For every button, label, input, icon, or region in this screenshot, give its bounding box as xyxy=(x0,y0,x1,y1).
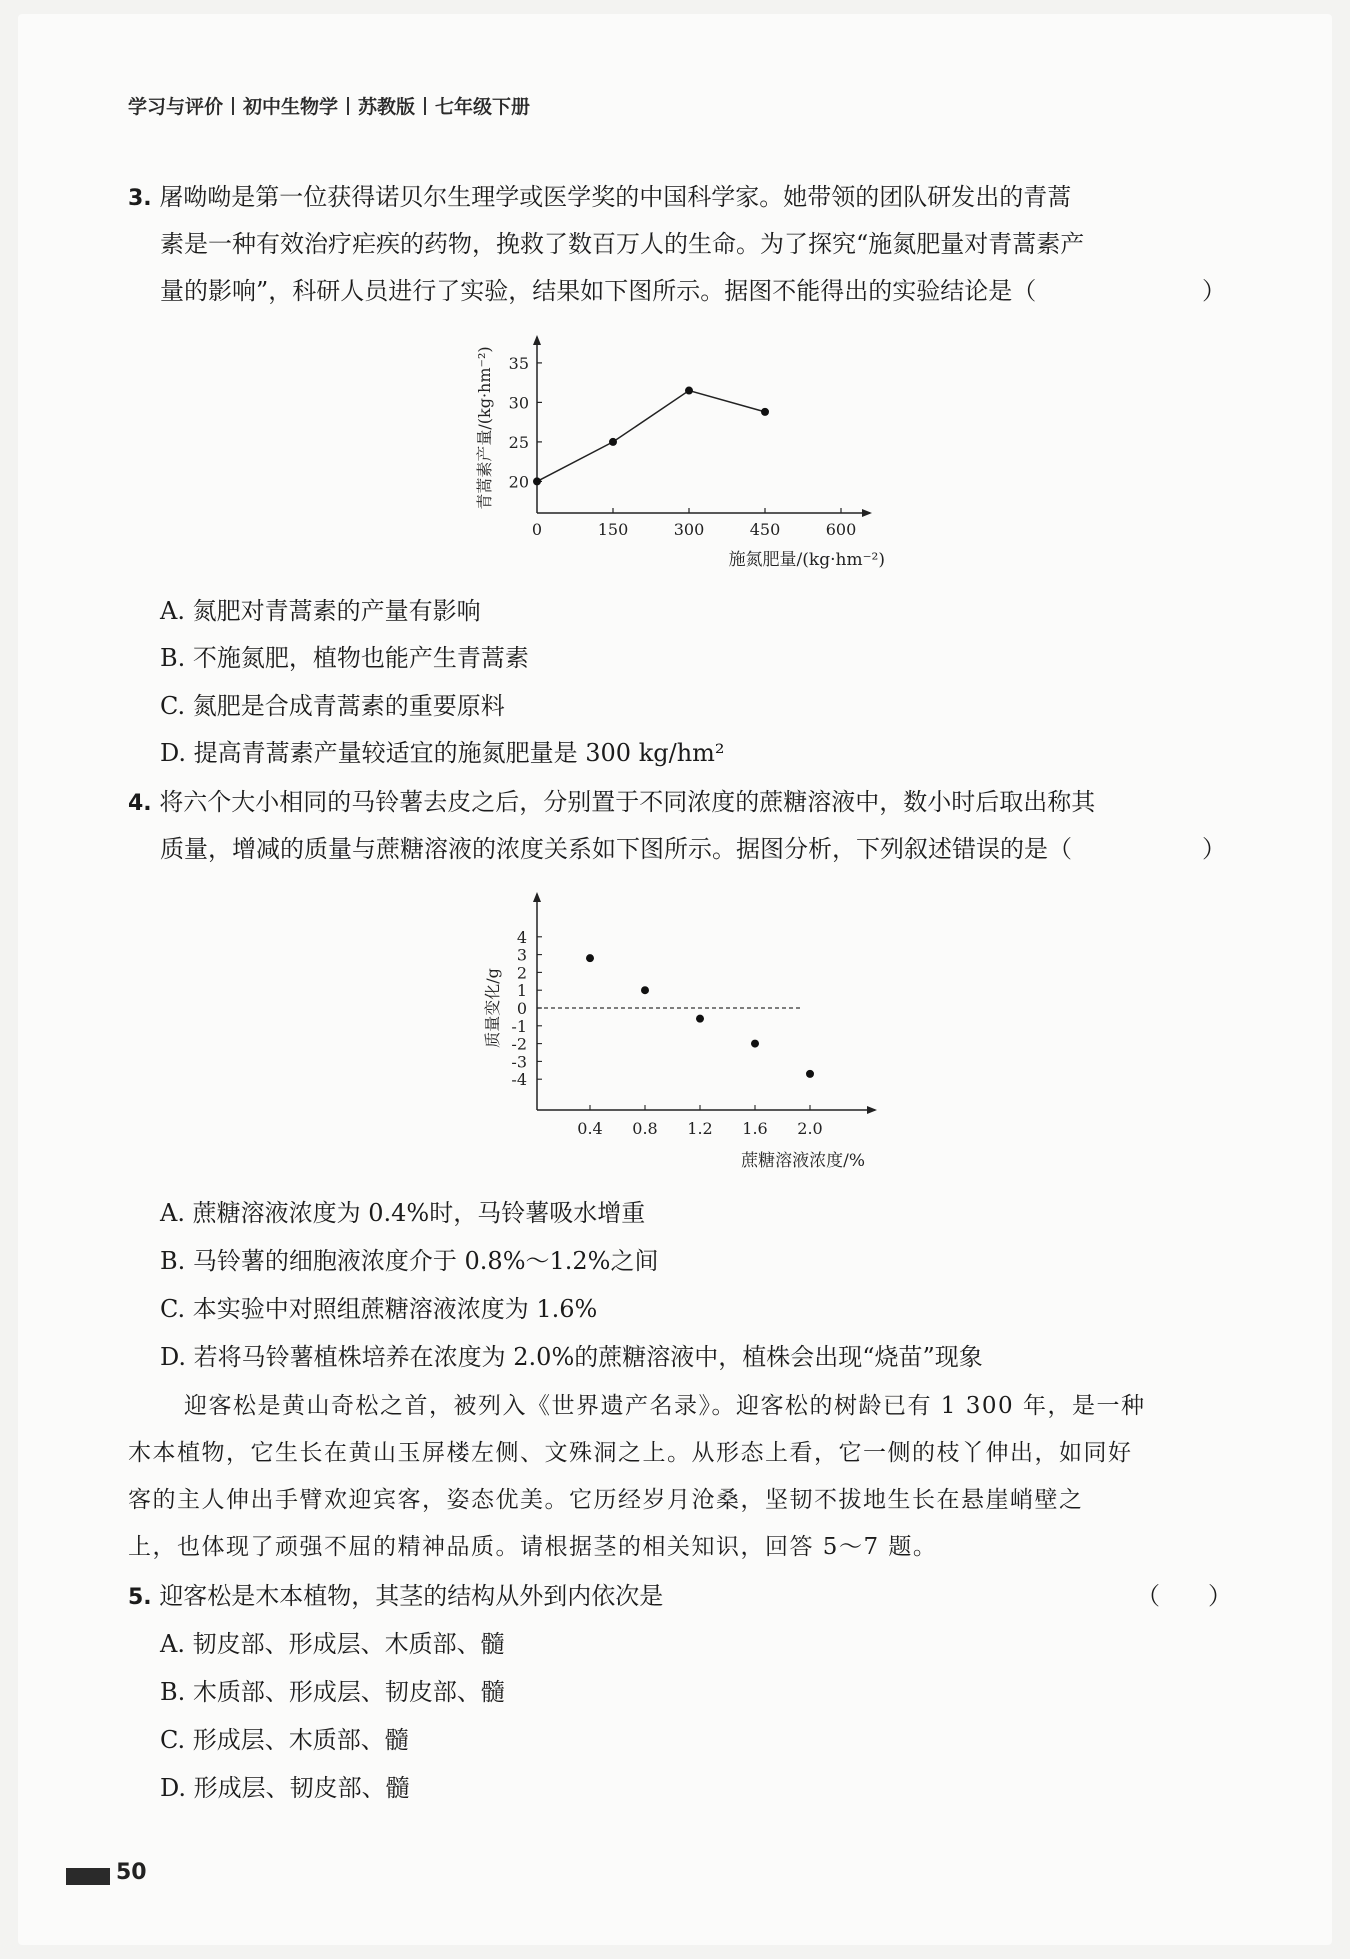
q3-option-d: D. 提高青蒿素产量较适宜的施氮肥量是 300 kg/hm² xyxy=(160,739,725,767)
q5-answer-bracket: （ ） xyxy=(1136,1582,1232,1610)
x-tick-label: 0 xyxy=(531,520,543,539)
x-tick-label: 600 xyxy=(825,520,857,539)
y-axis-arrow xyxy=(533,335,541,345)
data-point xyxy=(685,387,693,395)
q3-answer-bracket: ） xyxy=(1202,277,1226,305)
x-axis-arrow xyxy=(862,509,872,517)
x-tick-label: 300 xyxy=(673,520,705,539)
y-tick-label: 3 xyxy=(516,945,527,965)
q4-option-d: D. 若将马铃薯植株培养在浓度为 2.0%的蔗糖溶液中，植株会出现“烧苗”现象 xyxy=(160,1343,983,1371)
y-tick-label: 30 xyxy=(508,393,529,413)
y-tick-label: 0 xyxy=(516,999,527,1018)
q4-scatter-chart xyxy=(470,880,890,1180)
footer-bar xyxy=(66,1868,110,1885)
y-tick-label: 4 xyxy=(516,927,527,947)
data-point xyxy=(761,408,769,416)
passage-line1: 迎客松是黄山奇松之首，被列入《世界遗产名录》。迎客松的树龄已有 1 300 年，是一种 xyxy=(184,1393,1146,1419)
q4-stem-line2: 质量，增减的质量与蔗糖溶液的浓度关系如下图所示。据图分析，下列叙述错误的是（ xyxy=(160,835,1072,863)
q4-text: 将六个大小相同的马铃薯去皮之后，分别置于不同浓度的蔗糖溶液中，数小时后取出称其 xyxy=(159,788,1096,816)
q3-stem-line2: 素是一种有效治疗疟疾的药物，挽救了数百万人的生命。为了探究“施氮肥量对青蒿素产 xyxy=(160,230,1085,258)
data-point xyxy=(533,477,541,485)
x-tick-label: 150 xyxy=(597,520,629,539)
q5-option-c: C. 形成层、木质部、髓 xyxy=(160,1726,409,1754)
x-axis-label: 蔗糖溶液浓度/% xyxy=(741,1151,865,1171)
y-tick-label: 2 xyxy=(516,963,527,983)
q3-option-c: C. 氮肥是合成青蒿素的重要原料 xyxy=(160,692,505,720)
q4-stem-line1 xyxy=(128,779,1095,827)
y-axis-arrow xyxy=(533,892,541,902)
passage-line3: 客的主人伸出手臂欢迎宾客，姿态优美。它历经岁月沧桑，坚韧不拔地生长在悬崖峭壁之 xyxy=(128,1487,1084,1513)
header-subject: 初中生物学 xyxy=(243,96,339,118)
y-tick-label: -4 xyxy=(511,1070,527,1090)
q5-text: 迎客松是木本植物，其茎的结构从外到内依次是 xyxy=(159,1582,664,1610)
y-tick-label: 1 xyxy=(516,981,527,1001)
header-separator xyxy=(424,97,426,115)
q4-option-b: B. 马铃薯的细胞液浓度介于 0.8%～1.2%之间 xyxy=(160,1247,659,1275)
q4-option-c: C. 本实验中对照组蔗糖溶液浓度为 1.6% xyxy=(160,1295,598,1323)
page-number: 50 xyxy=(116,1860,147,1885)
data-point xyxy=(609,438,617,446)
q3-line-chart xyxy=(460,325,900,580)
x-tick-label: 450 xyxy=(749,520,781,539)
q3-stem-line1 xyxy=(128,174,1071,222)
q4-number: 4. xyxy=(128,791,152,816)
x-tick-label: 0.8 xyxy=(632,1119,658,1138)
data-line xyxy=(537,391,765,482)
q5-option-a: A. 韧皮部、形成层、木质部、髓 xyxy=(160,1630,505,1658)
x-axis-label: 施氮肥量/(kg·hm⁻²) xyxy=(728,550,885,570)
x-tick-label: 1.6 xyxy=(742,1119,768,1138)
header-separator xyxy=(232,97,234,115)
q5-number: 5. xyxy=(128,1585,152,1610)
q5-option-d: D. 形成层、韧皮部、髓 xyxy=(160,1774,410,1802)
y-axis-label: 青蒿素产量/(kg·hm⁻²) xyxy=(475,346,494,510)
y-tick-label: 20 xyxy=(508,472,529,492)
q3-text: 屠呦呦是第一位获得诺贝尔生理学或医学奖的中国科学家。她带领的团队研发出的青蒿 xyxy=(159,183,1072,211)
y-tick-label: -1 xyxy=(511,1016,527,1036)
data-point xyxy=(751,1040,759,1048)
header-separator xyxy=(347,97,349,115)
header-title: 学习与评价 xyxy=(128,96,224,118)
y-axis-label: 质量变化/g xyxy=(483,968,502,1048)
q5-option-b: B. 木质部、形成层、韧皮部、髓 xyxy=(160,1678,505,1706)
y-tick-label: 35 xyxy=(508,353,529,373)
passage-line4: 上，也体现了顽强不屈的精神品质。请根据茎的相关知识，回答 5～7 题。 xyxy=(128,1534,938,1560)
q3-option-a: A. 氮肥对青蒿素的产量有影响 xyxy=(160,597,481,625)
q3-option-b: B. 不施氮肥，植物也能产生青蒿素 xyxy=(160,644,529,672)
q3-number: 3. xyxy=(128,186,152,211)
header-edition: 苏教版 xyxy=(358,96,416,118)
data-point xyxy=(806,1070,814,1078)
q5-stem xyxy=(128,1573,663,1621)
q4-option-a: A. 蔗糖溶液浓度为 0.4%时，马铃薯吸水增重 xyxy=(160,1199,646,1227)
running-header xyxy=(128,92,530,119)
data-point xyxy=(586,954,594,962)
x-tick-label: 1.2 xyxy=(687,1119,713,1138)
y-tick-label: 25 xyxy=(508,432,529,452)
y-tick-label: -3 xyxy=(511,1052,527,1072)
data-point xyxy=(641,986,649,994)
y-tick-label: -2 xyxy=(511,1034,527,1054)
data-point xyxy=(696,1015,704,1023)
q4-answer-bracket: ） xyxy=(1202,835,1226,863)
passage-line2: 木本植物，它生长在黄山玉屏楼左侧、文殊洞之上。从形态上看，它一侧的枝丫伸出，如同好 xyxy=(128,1440,1133,1466)
x-axis-arrow xyxy=(867,1106,877,1114)
header-grade: 七年级下册 xyxy=(435,96,531,118)
x-tick-label: 0.4 xyxy=(577,1119,603,1138)
q3-stem-line3: 量的影响”，科研人员进行了实验，结果如下图所示。据图不能得出的实验结论是（ xyxy=(160,277,1037,305)
x-tick-label: 2.0 xyxy=(797,1119,823,1138)
